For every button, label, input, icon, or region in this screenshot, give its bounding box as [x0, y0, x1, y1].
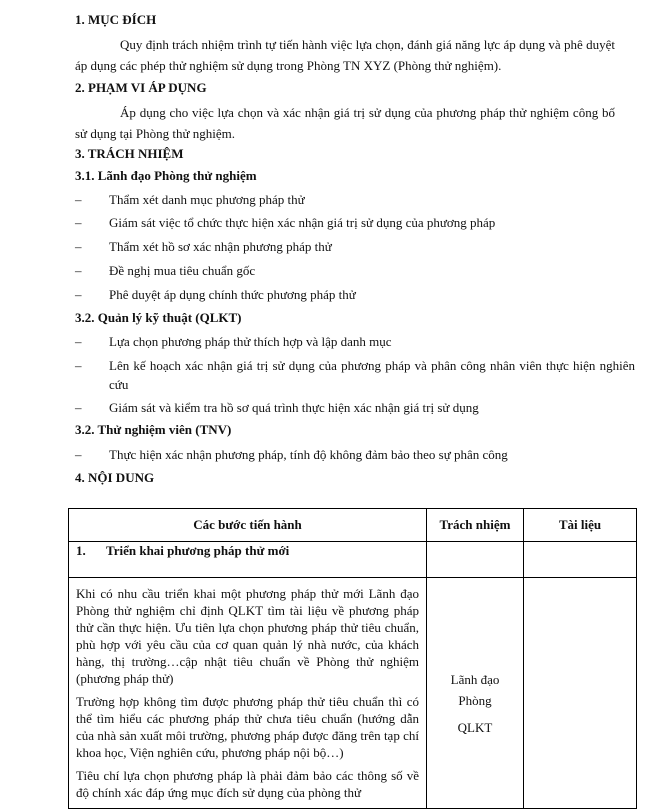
responsibility-cell [427, 578, 524, 809]
list-item-text: Giám sát việc tổ chức thực hiện xác nhận giá trị sử dụng của phương pháp [109, 215, 496, 230]
list-item-text: Giám sát và kiểm tra hồ sơ quá trình thực hiện xác nhận giá trị sử dụng [109, 400, 479, 415]
table-section-number: 1. [76, 543, 86, 558]
section-2-title: 2. PHẠM VI ÁP DỤNG [75, 80, 207, 95]
list-item [75, 190, 635, 209]
responsible-party: Lãnh đạo [450, 672, 500, 687]
dash-bullet: – [75, 215, 82, 230]
list-item-text: Lên kế hoạch xác nhận giá trị sử dụng của phương pháp và phân công nhân viên thực hiện nghiên cứu [109, 358, 635, 392]
header-responsibility: Trách nhiệm [427, 509, 524, 542]
section-1-text-content: Quy định trách nhiệm trình tự tiến hành việc lựa chọn, đánh giá năng lực áp dụng và phê duyệt áp dụng các phép thử nghiệm sử dụng trong Phòng TN XYZ (Phòng thử nghiệm). [75, 37, 615, 73]
section-2-text [75, 102, 615, 144]
table-header-row [69, 509, 637, 542]
list-item [75, 398, 635, 417]
list-item [75, 356, 635, 394]
table-row [69, 542, 637, 578]
section-4-title: 4. NỘI DUNG [75, 470, 155, 485]
section-1-title: 1. MỤC ĐÍCH [75, 12, 157, 27]
list-item [75, 237, 635, 256]
dash-bullet: – [75, 400, 82, 415]
header-steps: Các bước tiến hành [69, 509, 427, 542]
header-documents: Tài liệu [524, 509, 637, 542]
list-item [75, 332, 635, 351]
section-3-2-title: 3.2. Quản lý kỹ thuật (QLKT) [75, 310, 242, 325]
dash-bullet: – [75, 263, 82, 278]
dash-bullet: – [75, 239, 82, 254]
list-item-text: Thẩm xét hồ sơ xác nhận phương pháp thử [109, 239, 332, 254]
table-row [69, 578, 637, 809]
list-item [75, 285, 635, 304]
dash-bullet: – [75, 447, 82, 462]
list-item-text: Đề nghị mua tiêu chuẩn gốc [109, 263, 256, 278]
empty-cell [524, 542, 637, 578]
table-section-title: Triển khai phương pháp thử mới [106, 543, 290, 558]
responsible-party: Phòng [458, 693, 492, 708]
step-paragraph: Trường hợp không tìm được phương pháp thử tiêu chuẩn thì có thể tìm hiểu các phương pháp thử chưa tiêu chuẩn (hướng dẫn của nhà sản xuất môi trường, phương pháp được đăng trên tạp chí khoa học, Viện nghiên cứu, phương pháp nội bộ…) [76, 694, 419, 760]
dash-bullet: – [75, 287, 82, 302]
section-3-1-title: 3.1. Lãnh đạo Phòng thử nghiệm [75, 168, 257, 183]
list-item [75, 261, 635, 280]
dash-bullet: – [75, 334, 82, 349]
steps-cell [69, 578, 427, 809]
section-cell [69, 542, 427, 578]
section-3-title: 3. TRÁCH NHIỆM [75, 146, 184, 161]
list-item-text: Thực hiện xác nhận phương pháp, tính độ không đảm bảo theo sự phân công [109, 447, 508, 462]
dash-bullet: – [75, 358, 82, 373]
responsible-party: QLKT [457, 720, 493, 735]
list-item [75, 213, 635, 232]
section-2-text-content: Áp dụng cho việc lựa chọn và xác nhận giá trị sử dụng của phương pháp thử nghiệm công bố sử dụng tại Phòng thử nghiệm. [75, 105, 615, 141]
section-1-text [75, 34, 615, 76]
procedure-table [68, 508, 637, 809]
empty-cell [427, 542, 524, 578]
list-item-text: Phê duyệt áp dụng chính thức phương pháp thử [109, 287, 356, 302]
list-item [75, 445, 635, 464]
list-item-text: Lựa chọn phương pháp thử thích hợp và lập danh mục [109, 334, 392, 349]
step-paragraph: Khi có nhu cầu triển khai một phương pháp thử mới Lãnh đạo Phòng thử nghiệm chỉ định QLKT tìm tài liệu về phương pháp thử cần thực hiện. Ưu tiên lựa chọn phương pháp thử tiêu chuẩn, phù hợp với yêu cầu của cơ quan quản lý nhà nước, của khách hàng, thị trường…cập nhật tiêu chuẩn về Phòng thử nghiệm (phương pháp thử) [76, 586, 419, 686]
documents-cell [524, 578, 637, 809]
list-item-text: Thẩm xét danh mục phương pháp thử [109, 192, 305, 207]
step-paragraph: Tiêu chí lựa chọn phương pháp là phải đảm bảo các thông số về độ chính xác đáp ứng mục đích sử dụng của phòng thử [76, 768, 419, 800]
section-3-3-title: 3.2. Thử nghiệm viên (TNV) [75, 422, 232, 437]
dash-bullet: – [75, 192, 82, 207]
